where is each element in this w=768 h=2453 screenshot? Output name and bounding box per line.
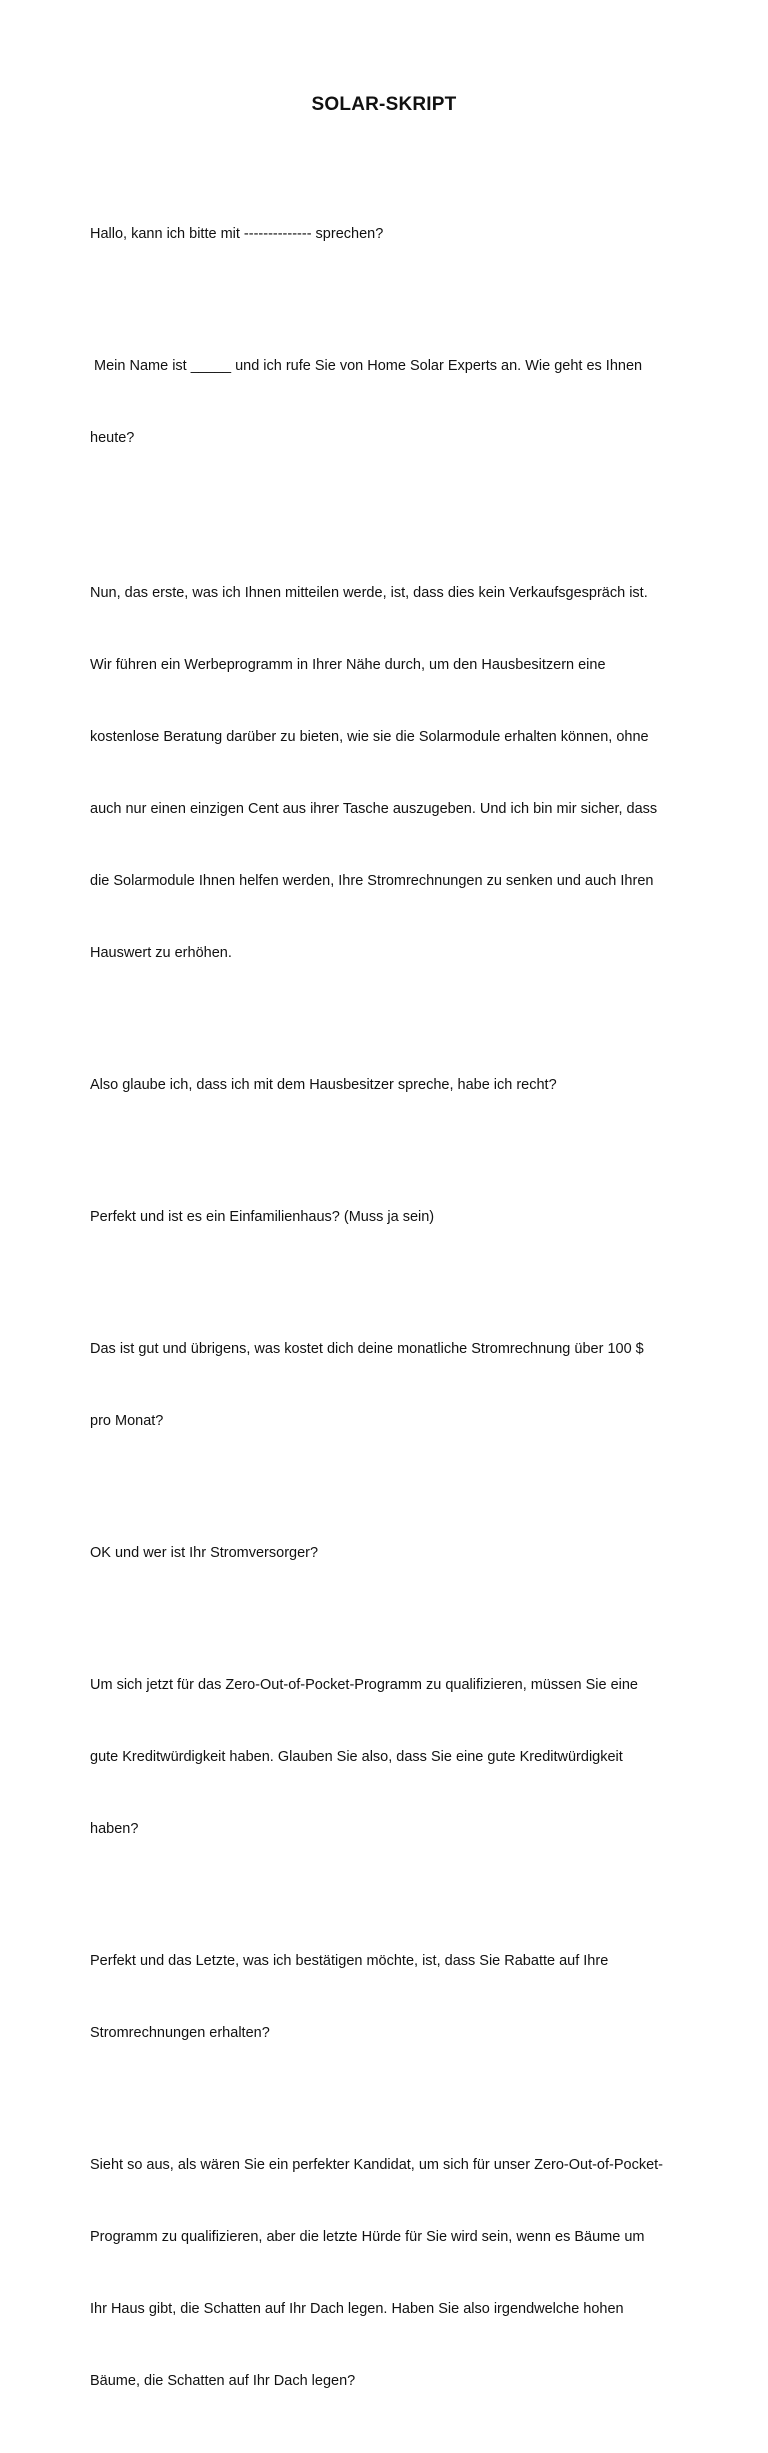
paragraph-shade-trees-question (90, 2105, 680, 2441)
paragraph-program-explanation (90, 533, 680, 1013)
text-line: heute? (90, 430, 135, 446)
paragraph-homeowner-question (90, 1025, 680, 1145)
text-line: haben? (90, 1821, 139, 1837)
paragraph-house-type-question (90, 1157, 680, 1277)
text-line: Bäume, die Schatten auf Ihr Dach legen? (90, 2373, 356, 2389)
text-line: gute Kreditwürdigkeit haben. Glauben Sie also, dass Sie eine gute Kreditwürdigkeit (90, 1749, 623, 1765)
document-title: SOLAR-SKRIPT (311, 94, 457, 115)
text-line: Nun, das erste, was ich Ihnen mitteilen werde, ist, dass dies kein Verkaufsgespräch ist. (90, 585, 648, 601)
text-line: Also glaube ich, dass ich mit dem Hausbesitzer spreche, habe ich recht? (90, 1077, 557, 1093)
paragraph-rebate-question (90, 1901, 680, 2093)
text-line: die Solarmodule Ihnen helfen werden, Ihre Stromrechnungen zu senken und auch Ihren (90, 873, 654, 889)
text-line: Hallo, kann ich bitte mit -------------- sprechen? (90, 226, 384, 242)
text-line: Stromrechnungen erhalten? (90, 2025, 270, 2041)
text-line: Perfekt und das Letzte, was ich bestätigen möchte, ist, dass Sie Rabatte auf Ihre (90, 1953, 609, 1969)
text-line: Mein Name ist _____ und ich rufe Sie von Home Solar Experts an. Wie geht es Ihnen (90, 358, 643, 374)
text-line: Um sich jetzt für das Zero-Out-of-Pocket-Programm zu qualifizieren, müssen Sie eine (90, 1677, 638, 1693)
paragraph-utility-provider-question (90, 1493, 680, 1613)
paragraph-introduction (90, 306, 680, 498)
paragraph-electric-bill-question (90, 1289, 680, 1481)
document-body (90, 174, 680, 2453)
text-line: Hauswert zu erhöhen. (90, 945, 232, 961)
text-line: OK und wer ist Ihr Stromversorger? (90, 1545, 319, 1561)
paragraph-credit-question (90, 1625, 680, 1889)
paragraph-greeting (90, 174, 680, 294)
text-line: Wir führen ein Werbeprogramm in Ihrer Nähe durch, um den Hausbesitzern eine (90, 657, 606, 673)
text-line: pro Monat? (90, 1413, 164, 1429)
text-line: Das ist gut und übrigens, was kostet dich deine monatliche Stromrechnung über 100 $ (90, 1341, 644, 1357)
text-line: Sieht so aus, als wären Sie ein perfekter Kandidat, um sich für unser Zero-Out-of-Pocket- (90, 2157, 664, 2173)
text-line: Programm zu qualifizieren, aber die letzte Hürde für Sie wird sein, wenn es Bäume um (90, 2229, 645, 2245)
text-line: auch nur einen einzigen Cent aus ihrer Tasche auszugeben. Und ich bin mir sicher, dass (90, 801, 658, 817)
text-line: Ihr Haus gibt, die Schatten auf Ihr Dach legen. Haben Sie also irgendwelche hohen (90, 2301, 624, 2317)
text-line: Perfekt und ist es ein Einfamilienhaus? (Muss ja sein) (90, 1209, 435, 1225)
text-line: kostenlose Beratung darüber zu bieten, wie sie die Solarmodule erhalten können, ohne (90, 729, 649, 745)
